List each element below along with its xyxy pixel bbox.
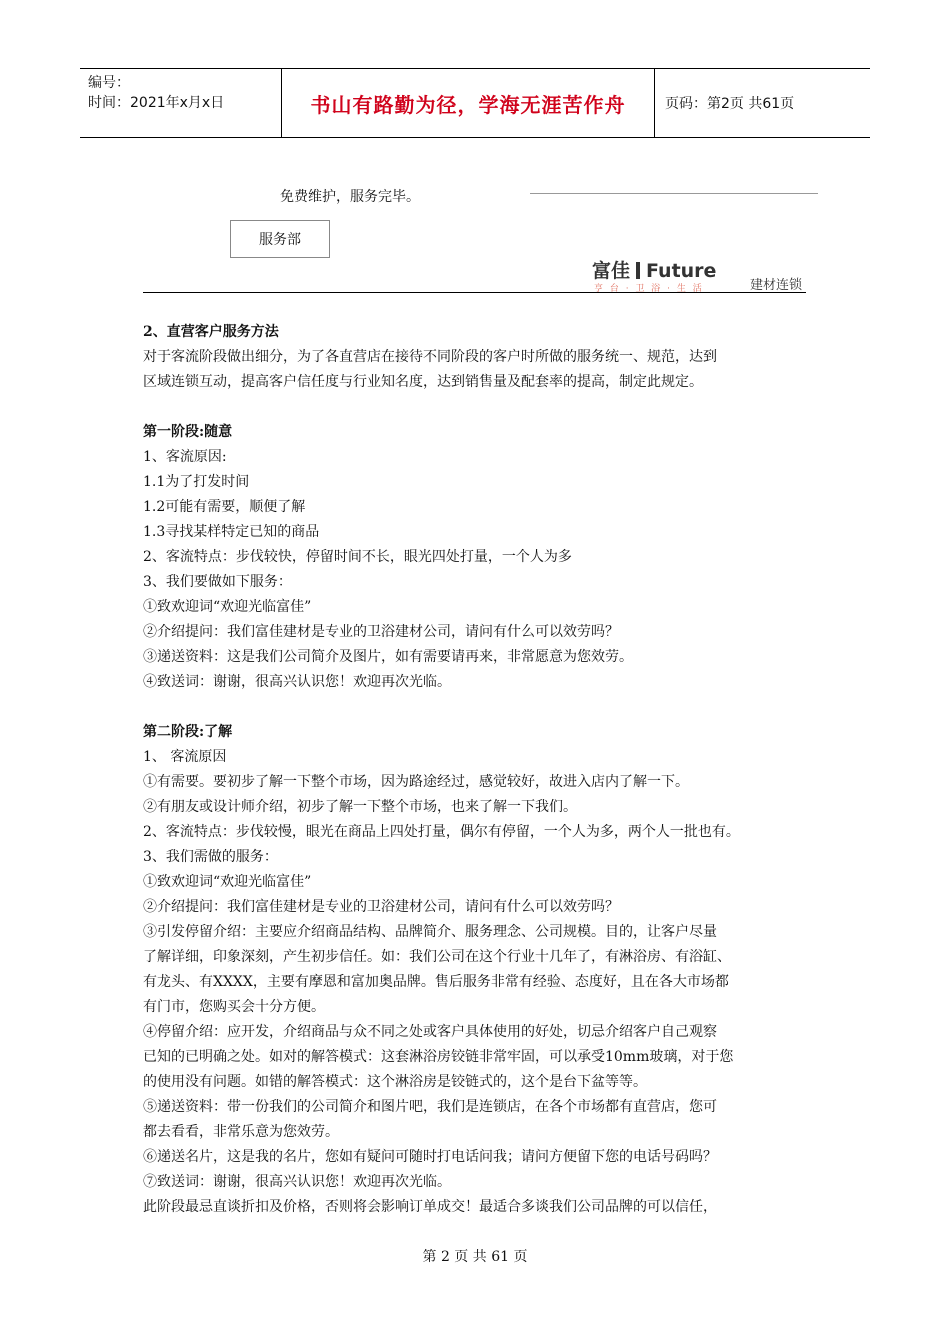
service-dept-box: 服务部 xyxy=(230,220,330,258)
body-line: ①致欢迎词“欢迎光临富佳” xyxy=(143,874,312,890)
body-line: ④停留介绍：应开发，介绍商品与众不同之处或客户具体使用的好处，切忌介绍客户自己观察 xyxy=(143,1024,717,1040)
body-line: ①致欢迎词“欢迎光临富佳” xyxy=(143,599,312,615)
body-line: 已知的已明确之处。如对的解答模式：这套淋浴房铰链非常牢固，可以承受10mm玻璃，对于您 xyxy=(143,1049,734,1065)
logo-subtitle: 建材连锁 xyxy=(750,278,803,293)
logo-slogan: 亨 台 · 卫 浴 · 生 活 xyxy=(594,284,704,294)
header-motto: 书山有路勤为径，学海无涯苦作舟 xyxy=(282,69,655,137)
header-meta xyxy=(80,69,282,137)
body-line: 2、客流特点：步伐较快，停留时间不长，眼光四处打量，一个人为多 xyxy=(143,549,572,565)
body-line: ③递送资料：这是我们公司简介及图片，如有需要请再来，非常愿意为您效劳。 xyxy=(143,649,633,665)
body-line: ①有需要。要初步了解一下整个市场，因为路途经过，感觉较好，故进入店内了解一下。 xyxy=(143,774,689,790)
blank-line xyxy=(143,695,813,720)
logo-wordmark xyxy=(592,256,716,283)
body-line: 此阶段最忌直谈折扣及价格，否则将会影响订单成交！最适合多谈我们公司品牌的可以信任， xyxy=(143,1199,717,1215)
body-line: ②介绍提问：我们富佳建材是专业的卫浴建材公司，请问有什么可以效劳吗？ xyxy=(143,624,619,640)
body-line: 3、我们要做如下服务： xyxy=(143,574,292,590)
body-line: 的使用没有问题。如错的解答模式：这个淋浴房是铰链式的，这个是台下盆等等。 xyxy=(143,1074,647,1090)
body-line: 区域连锁互动，提高客户信任度与行业知名度，达到销售量及配套率的提高，制定此规定。 xyxy=(143,374,703,390)
body-line: 有门市，您购买会十分方便。 xyxy=(143,999,325,1015)
body-line: ⑥递送名片，这是我的名片，您如有疑问可随时打电话问我；请问方便留下您的电话号码吗？ xyxy=(143,1149,717,1165)
body-line: ④致送词：谢谢，很高兴认识您！欢迎再次光临。 xyxy=(143,674,451,690)
logo-brand-en: Future xyxy=(646,260,717,282)
body-line: 1.1为了打发时间 xyxy=(143,474,250,490)
body-line: ⑤递送资料：带一份我们的公司简介和图片吧，我们是连锁店，在各个市场都有直营店，您可 xyxy=(143,1099,717,1115)
document-body xyxy=(143,320,813,1220)
free-maintenance-text: 免费维护，服务完毕。 xyxy=(280,189,420,205)
body-line: 2、客流特点：步伐较慢，眼光在商品上四处打量，偶尔有停留，一个人为多，两个人一批也有。 xyxy=(143,824,740,840)
logo-brand-cn: 富佳 xyxy=(592,260,631,282)
page-footer: 第 2 页 共 61 页 xyxy=(422,1249,528,1265)
body-line: 1、客流原因: xyxy=(143,449,227,465)
document-header xyxy=(80,68,870,138)
body-line: 1、 客流原因 xyxy=(143,749,227,765)
body-line: 有龙头、有XXXX，主要有摩恩和富加奥品牌。售后服务非常有经验、态度好，且在各大市场都 xyxy=(143,974,729,990)
logo-bar-icon xyxy=(636,262,640,279)
body-line: 1.3寻找某样特定已知的商品 xyxy=(143,524,320,540)
date-line: 时间：2021年x月x日 xyxy=(88,95,225,111)
code-label: 编号： xyxy=(88,75,130,91)
body-line: ②有朋友或设计师介绍，初步了解一下整个市场，也来了解一下我们。 xyxy=(143,799,577,815)
body-line: 了解详细，印象深刻，产生初步信任。如：我们公司在这个行业十几年了，有淋浴房、有浴缸、 xyxy=(143,949,731,965)
body-line: ③引发停留介绍：主要应介绍商品结构、品牌简介、服务理念、公司规模。目的，让客户尽量 xyxy=(143,924,717,940)
brand-logo xyxy=(592,256,812,292)
section-heading: 第一阶段:随意 xyxy=(143,424,233,440)
body-line: ⑦致送词：谢谢，很高兴认识您！欢迎再次光临。 xyxy=(143,1174,451,1190)
divider-line xyxy=(530,193,818,194)
body-line: 3、我们需做的服务： xyxy=(143,849,278,865)
body-line: 都去看看，非常乐意为您效劳。 xyxy=(143,1124,339,1140)
body-line: ②介绍提问：我们富佳建材是专业的卫浴建材公司，请问有什么可以效劳吗？ xyxy=(143,899,619,915)
body-line: 1.2可能有需要，顺便了解 xyxy=(143,499,306,515)
section-rule xyxy=(143,292,806,293)
blank-line xyxy=(143,395,813,420)
body-line: 对于客流阶段做出细分，为了各直营店在接待不同阶段的客户时所做的服务统一、规范，达到 xyxy=(143,349,717,365)
section-heading: 2、直营客户服务方法 xyxy=(143,324,279,340)
header-page-info: 页码：第2页 共61页 xyxy=(665,96,795,112)
section-heading: 第二阶段:了解 xyxy=(143,724,233,740)
